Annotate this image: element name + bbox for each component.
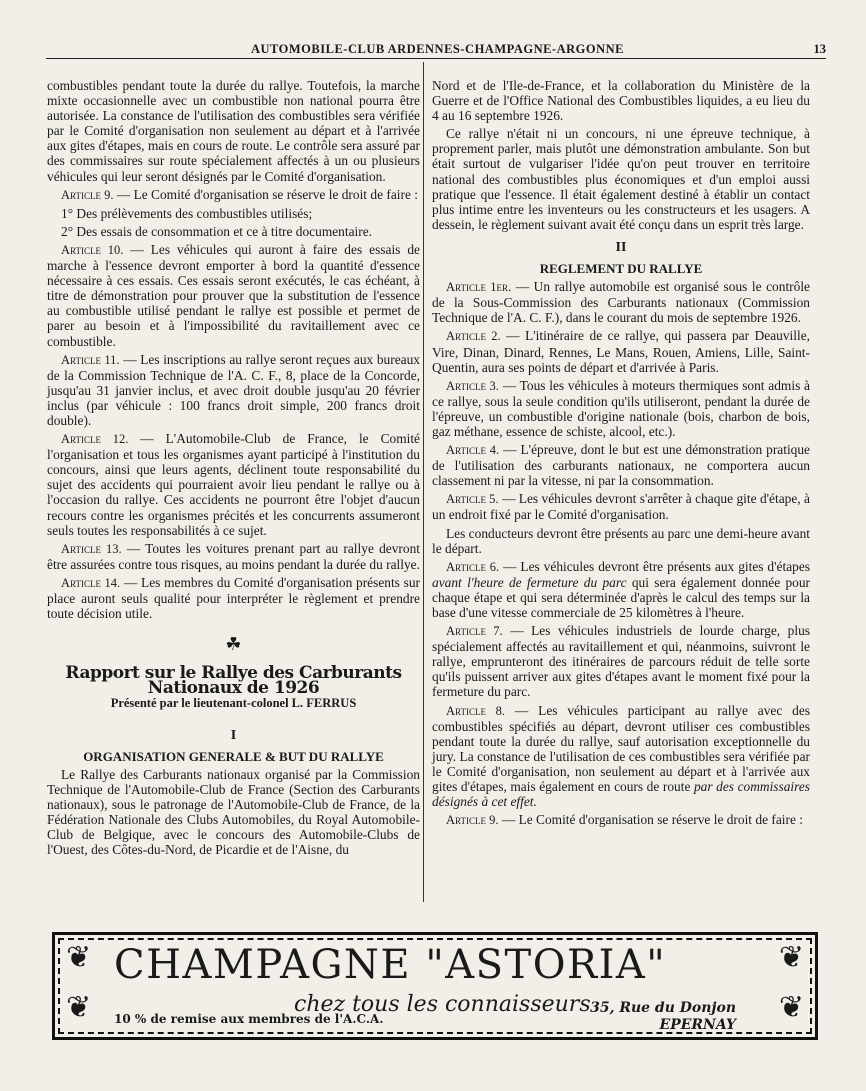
article-label: Article 7. xyxy=(446,624,503,639)
article-label: Article 3. xyxy=(446,378,499,393)
article-text: — L'itinéraire de ce rallye, qui passera par Deauville, Vire, Dinan, Dinard, Rennes, Le Mans, Rouen, Amiens, Lille, Saint-Quentin, aura ses points de départ et d'arrivée à Paris. xyxy=(432,328,810,375)
article-text: — Toutes les voitures prenant part au rallye devront être assurées contre tous risques, au moins pendant la durée du rallye. xyxy=(47,540,420,572)
trefoil-ornament-icon: ☘ xyxy=(225,634,242,655)
report-subtitle: Présenté par le lieutenant-colonel L. FERRUS xyxy=(110,696,357,711)
article-13 xyxy=(47,541,420,572)
article-label: Article 1er. xyxy=(446,280,512,295)
list-item: 2° Des essais de consommation et ce à titre documentaire. xyxy=(61,223,373,239)
article-label: Article 4. xyxy=(446,443,500,458)
article-text: — Les véhicules industriels de lourde charge, plus spécialement affectés au ravitaillement et qui, néanmoins, suivront le rallye, emprunteront des itinéraires de parcours réduit de telle sorte qu'ils puissent arriver aux gites d'étapes avant le moment fixé pour la fermeture du parc. xyxy=(432,623,810,700)
article-emphasis: avant l'heure de fermeture du parc xyxy=(432,574,627,590)
article-label: Article 2. xyxy=(446,329,501,344)
article-label: Article 6. xyxy=(446,559,500,574)
article-label: Article 12. xyxy=(61,432,129,447)
article-label: Article 9. xyxy=(446,813,499,828)
article-text: qui sera également donnée pour chaque étape et qui sera déterminée d'après le calcul des temps sur la base d'une vitesse commerciale de 25 kilomètres à l'heure. xyxy=(432,574,810,620)
article-9 xyxy=(432,812,810,828)
section-number: II xyxy=(615,239,627,255)
article-text: — Les véhicules devront s'arrêter à chaque gite d'étape, à un endroit fixé par le Comité d'organisation. xyxy=(432,491,810,523)
running-header xyxy=(46,38,826,59)
article-1 xyxy=(432,279,810,325)
article-label: Article 13. xyxy=(61,541,122,556)
article-12 xyxy=(47,431,420,538)
section-number: I xyxy=(230,727,237,743)
ad-discount: 10 % de remise aux membres de l'A.C.A. xyxy=(114,1012,384,1026)
article-text: — Tous les véhicules à moteurs thermiques sont admis à ce rallye, sous la seule condition qu'ils utiliseront, pendant la durée de l'épreuve, un combustible d'origine nationale (bois, charbon de bois, gaz méthane, essence de schiste, alcool, etc.). xyxy=(432,377,811,439)
article-4 xyxy=(432,442,810,488)
ad-city: EPERNAY xyxy=(659,1017,736,1033)
article-text: — Les véhicules qui auront à faire des essais de marche à l'essence devront emporter à bord la quantité d'essence nécessaire à ces essais. Ces essais seront exécutés, le cas échéant, à titre de démonstration pour prouver que la substitution de l'essence au combustible utilisé pendant le rallye est possible et permet de parer au besoin et à l'impossibilité du ravitaillement avec ce combustible. xyxy=(47,241,420,349)
article-text: — Les membres du Comité d'organisation présents sur place auront seuls qualité pour interpréter le règlement et prendre toute décision utile. xyxy=(47,574,421,622)
left-column xyxy=(47,78,420,860)
ad-street: 35, Rue du Donjon xyxy=(590,1000,736,1016)
article-text: — L'Automobile-Club de France, le Comité l'organisation et tous les organismes ayant participé à l'institution du concours, ainsi que leurs agents, déclinent toute responsabilité du sujet des accidents qui pourraient avoir lieu pendant le rallye ou à l'occasion du rallye. Ces accidents ne pourront être l'objet d'aucun recours contre les organismes précités et les concurrents assumeront seuls toutes les responsabilités à ce sujet. xyxy=(47,431,420,538)
article-label: Article 5. xyxy=(446,492,499,507)
floral-ornament-icon: ❦ xyxy=(778,940,804,975)
article-text: — Les véhicules devront être présents aux gites d'étapes xyxy=(499,558,810,574)
column-divider xyxy=(423,62,424,902)
article-10 xyxy=(47,242,420,349)
article-label: Article 9. xyxy=(61,187,114,202)
article-11 xyxy=(47,352,420,428)
article-7 xyxy=(432,623,810,699)
report-title: Rapport sur le Rallye des Carburants Nationaux de 1926 xyxy=(65,663,402,699)
article-text: — Le Comité d'organisation se réserve le droit de faire : xyxy=(113,186,418,202)
article-label: Article 10. xyxy=(61,242,124,257)
journal-title: AUTOMOBILE-CLUB ARDENNES-CHAMPAGNE-ARGONNE xyxy=(251,42,624,56)
paragraph: Le Rallye des Carburants nationaux organisé par la Commission Technique de l'Automobile-Club de France (Section des Carburants nationaux), sous le patronage de l'Automobile-Club de France, de la Fédération Nationale des Clubs Automobiles, du Royal Automobile-Club de Belgique, avec le concours des Automobile-Clubs de l'Ouest, des Côtes-du-Nord, de Picardie et de l'Aisne, du xyxy=(47,766,420,858)
article-6 xyxy=(432,559,810,620)
paragraph: Les conducteurs devront être présents au parc une demi-heure avant le départ. xyxy=(432,525,810,556)
article-5 xyxy=(432,491,810,522)
section-title: REGLEMENT DU RALLYE xyxy=(539,261,703,277)
list-item: 1° Des prélèvements des combustibles utilisés; xyxy=(61,205,313,221)
floral-ornament-icon: ❦ xyxy=(66,940,92,975)
floral-ornament-icon: ❦ xyxy=(66,990,92,1025)
paragraph: Ce rallye n'était ni un concours, ni une épreuve technique, à proprement parler, mais plutôt une démonstration ambulante. Son but était surtout de vulgariser l'idée qu'on peut trouver en territoire national des combustibles plus économiques et d'un emploi aussi pratique que l'essence. Il était également destiné à établir un contact plus intime entre les inventeurs ou les constructeurs et les usagers. A dessein, le règlement suivant avait été conçu dans un esprit très large. xyxy=(432,126,810,232)
ad-address xyxy=(590,1000,736,1034)
champagne-advertisement xyxy=(52,932,818,1040)
paragraph: Nord et de l'Ile-de-France, et la collaboration du Ministère de la Guerre et de l'Office National des Combustibles liquides, a eu lieu du 4 au 16 septembre 1926. xyxy=(432,78,810,124)
article-text: — Un rallye automobile est organisé sous le contrôle de la Sous-Commission des Carburants nationaux (Commission Technique de l'A. C. F.), dans le courant du mois de septembre 1926. xyxy=(432,279,810,326)
right-column xyxy=(432,78,810,831)
section-title: ORGANISATION GENERALE & BUT DU RALLYE xyxy=(83,748,384,764)
article-label: Article 14. xyxy=(61,575,121,590)
article-2 xyxy=(432,328,810,374)
article-label: Article 8. xyxy=(446,703,506,718)
article-emphasis: par des commissaires désignés à cet effet. xyxy=(432,779,810,810)
article-14 xyxy=(47,575,420,621)
article-text: — Les inscriptions au rallye seront reçues aux bureaux de la Commission Technique de l'A. C. F., 8, place de la Concorde, jusqu'au 31 janvier inclus, et avec droit double jusqu'au 20 février inclus (par véhicule : 100 francs droit simple, 200 francs droit double). xyxy=(47,351,420,428)
ad-brand: CHAMPAGNE "ASTORIA" xyxy=(114,942,667,988)
article-3 xyxy=(432,378,810,439)
article-9 xyxy=(47,187,420,203)
article-label: Article 11. xyxy=(61,352,120,367)
article-8 xyxy=(432,703,810,810)
paragraph: combustibles pendant toute la durée du rallye. Toutefois, la marche mixte occasionnelle avec un combustible non national pourra être autorisée. La constance de l'utilisation des combustibles sera vérifiée par le Comité d'organisation non seulement au départ et à l'arrivée aux gites d'étapes, mais en cours de route. Le contrôle sera assuré par des commissaires sur route spécialement affectés à un ou plusieurs véhicules qui leur seront désignés par le Comité d'organisation. xyxy=(47,78,420,184)
page-number: 13 xyxy=(813,42,826,56)
article-text: — Les véhicules participant au rallye avec des combustibles spécifiés au départ, devront utiliser ces combustibles pendant toute la durée du rallye, sauf autorisation exceptionnelle du jury. La constance de l'utilisation de ces combustibles sera vérifiée par le Comité d'organisation, non seulement au départ et à l'arrivée aux gites d'étapes, mais également en cours de route xyxy=(432,702,811,795)
article-text: — Le Comité d'organisation se réserve le droit de faire : xyxy=(498,812,803,828)
ad-tagline: chez tous les connaisseurs xyxy=(294,992,591,1017)
floral-ornament-icon: ❦ xyxy=(778,990,804,1025)
article-text: — L'épreuve, dont le but est une démonstration pratique de l'utilisation des carburants nationaux, ne comportera aucun classement ni par la vitesse, ni par la consommation. xyxy=(432,442,810,489)
